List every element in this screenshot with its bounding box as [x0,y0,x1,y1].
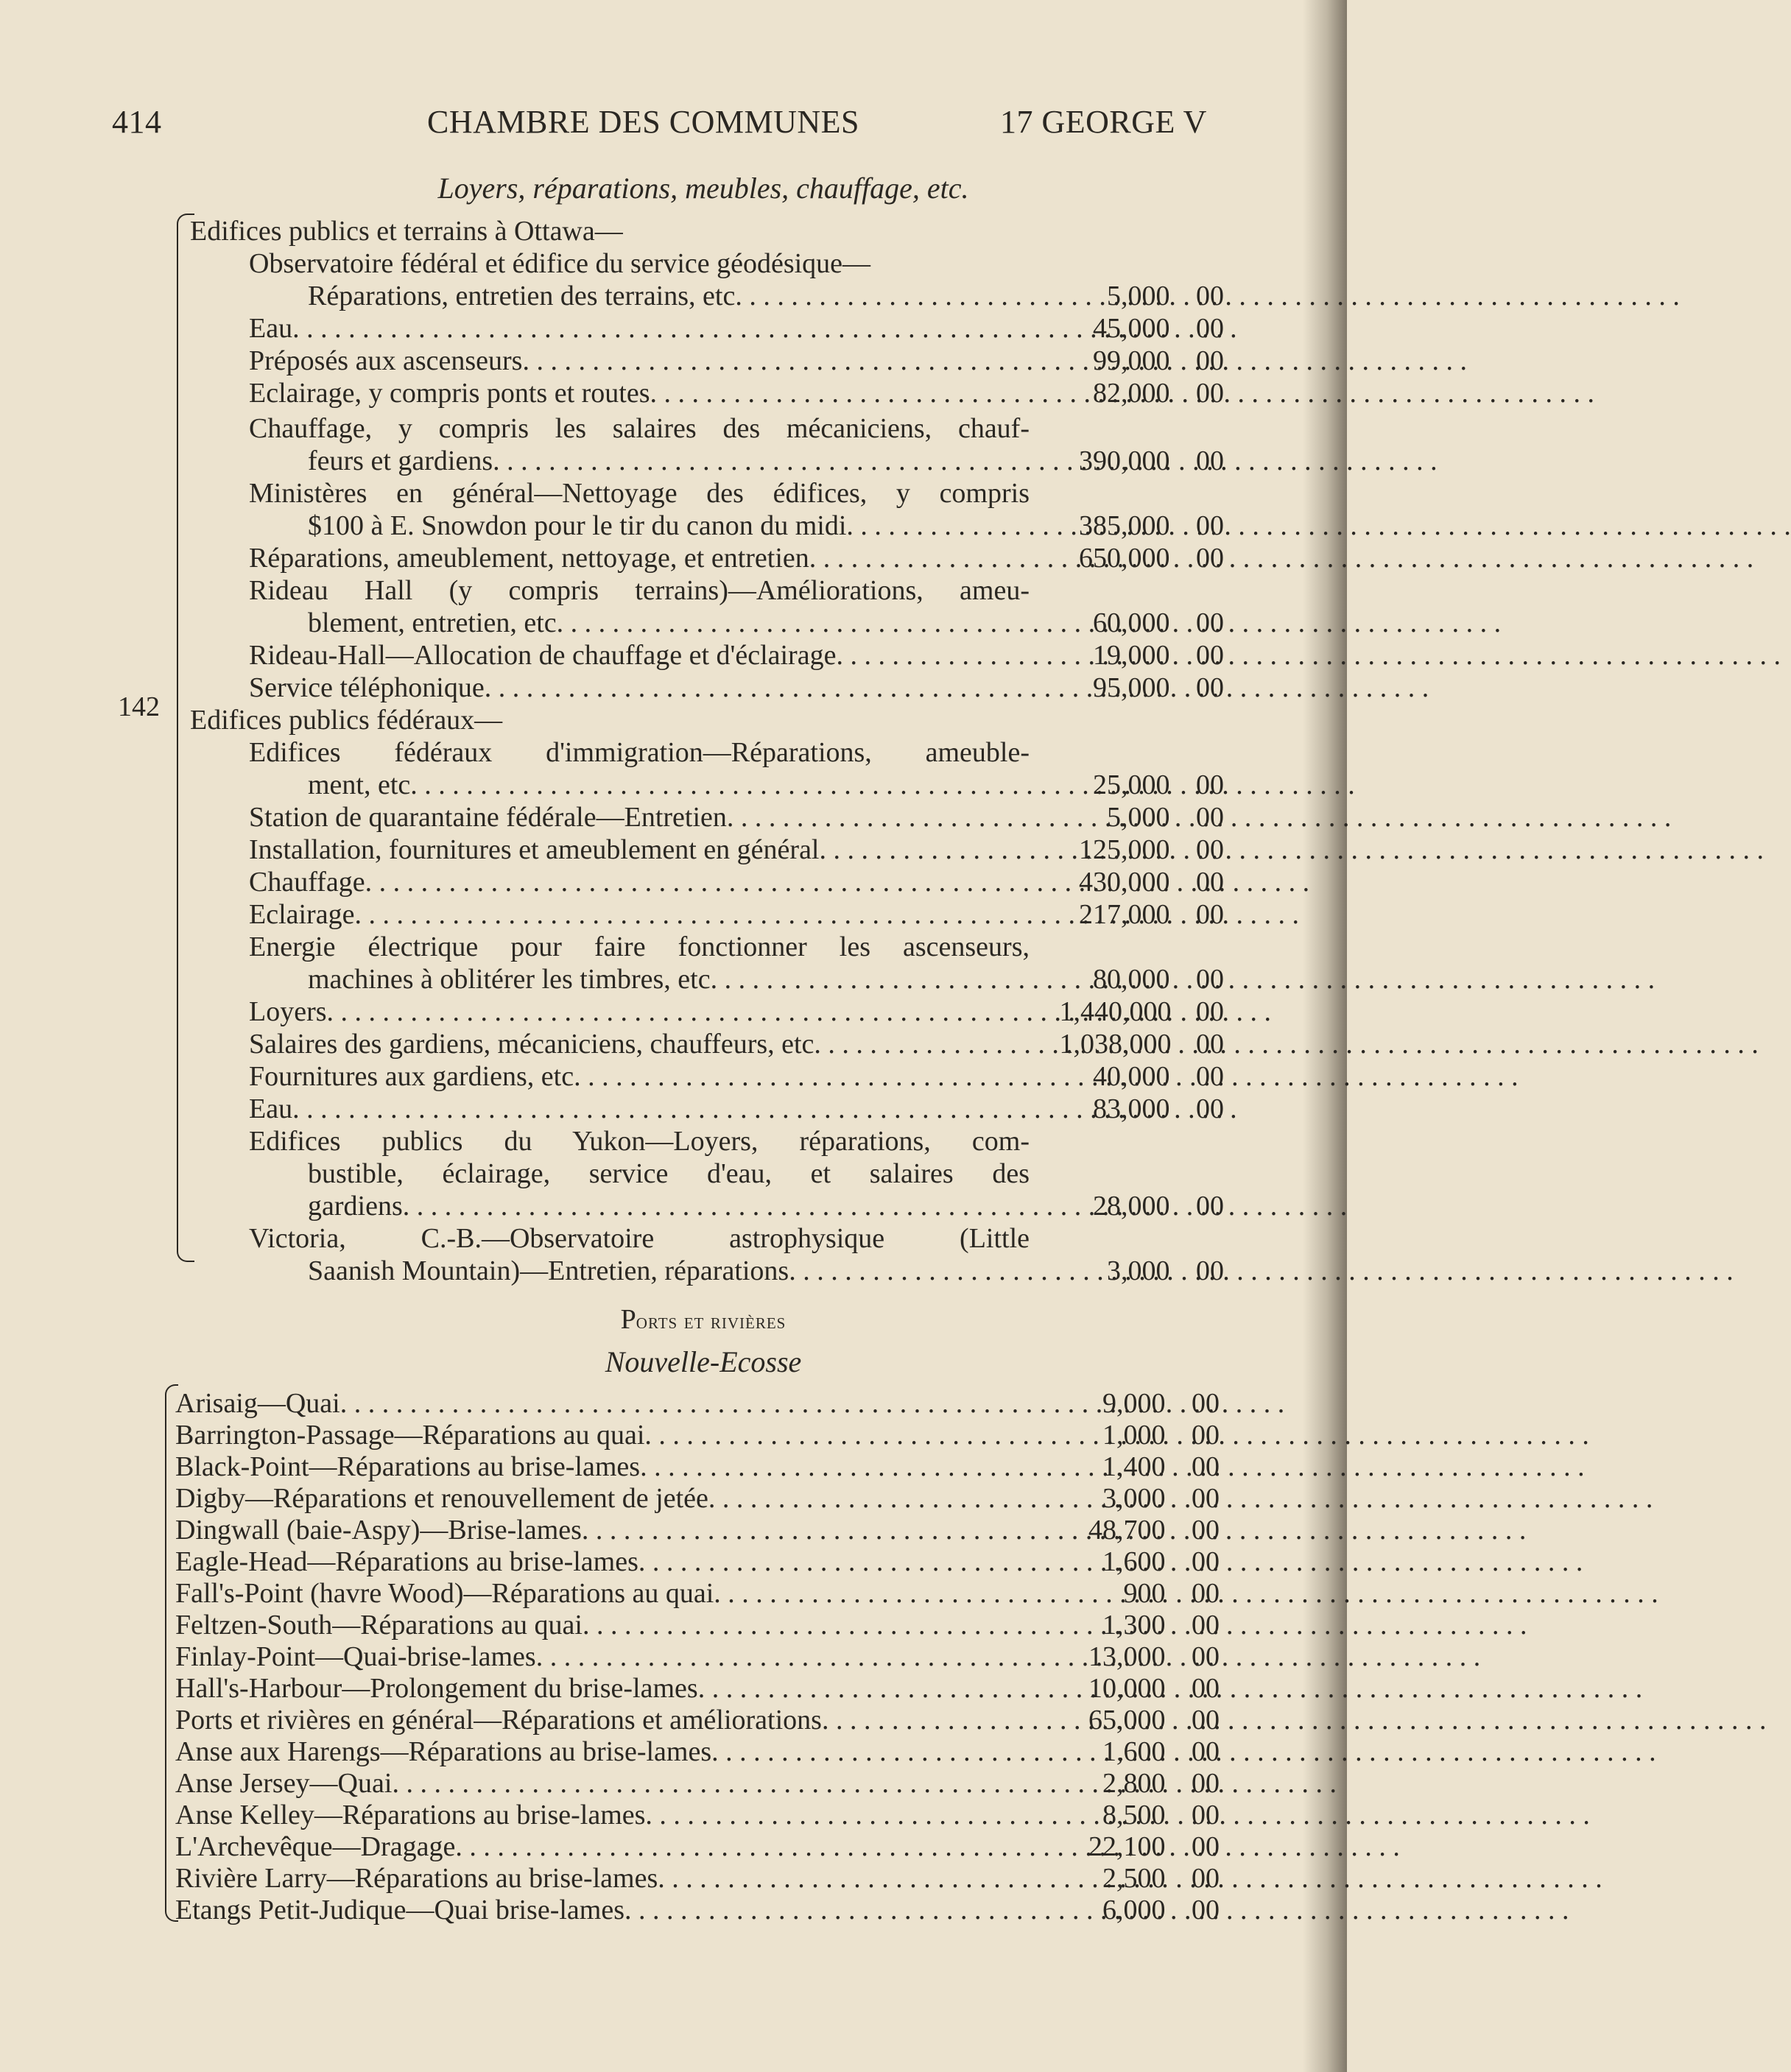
entry-amount: 1,038,000 00 [1059,1029,1224,1060]
entry-amount: 430,000 00 [1079,867,1224,898]
harbour-item [175,1894,1016,1926]
entry-line: Chauffage, y compris les salaires des mécaniciens, chauf- [249,413,1030,444]
entry-amount: 385,000 00 [1079,510,1224,541]
entry-amount: 125,000 00 [1079,834,1224,865]
harbour-item [175,1767,1016,1800]
entry-row: Eclairage, y compris ponts et routes . . . [249,377,1030,409]
harbour-item-amount: 22,100 00 [1088,1831,1220,1862]
harbour-item [175,1514,1016,1546]
entry-amount: 5,000 00 [1107,802,1224,833]
entry-amount: 19,000 00 [1093,640,1224,671]
entry-amount: 99,000 00 [1093,345,1224,376]
entry-row: Eclairage . . . [249,898,1030,931]
entry-row: blement, entretien, etc . . . [308,607,1030,639]
entry-amount: 25,000 00 [1093,769,1224,800]
entry-row: Préposés aux ascenseurs . . . [249,345,1030,377]
harbour-item-label: Fall's-Point (havre Wood)—Réparations au quai [175,1578,714,1609]
harbour-item [175,1704,1016,1736]
entry-row: gardiens . . . [308,1190,1030,1222]
harbour-item-label: Etangs Petit-Judique—Quai brise-lames [175,1895,624,1925]
harbour-item-amount: 900 00 [1123,1578,1220,1609]
harbour-item [175,1830,1016,1863]
entry-row: Eau . . . [249,312,1030,345]
harbour-item-amount: 10,000 00 [1088,1673,1220,1704]
entry-amount: 80,000 00 [1093,964,1224,995]
entry-line: bustible, éclairage, service d'eau, et salaires des [308,1158,1030,1189]
entry-amount: 82,000 00 [1093,378,1224,409]
entry-line: Victoria, C.-B.—Observatoire astrophysique (Little [249,1223,1030,1254]
section2-title: Ports et rivières [620,1304,787,1335]
entry-row: Réparations, entretien des terrains, etc . . . [308,280,1030,312]
harbour-item-label: Arisaig—Quai [175,1388,340,1419]
harbour-item [175,1546,1016,1578]
harbour-item-amount: 3,000 00 [1102,1483,1220,1514]
harbour-item-label: Anse aux Harengs—Réparations au brise-lames [175,1736,712,1767]
entry-amount: 3,000 00 [1107,1255,1224,1286]
entry-amount: 40,000 00 [1093,1061,1224,1092]
entry-row: $100 à E. Snowdon pour le tir du canon du midi . . . [308,510,1030,542]
harbour-item-amount: 48,700 00 [1088,1515,1220,1546]
harbour-item-amount: 2,800 00 [1102,1768,1220,1799]
harbour-item [175,1482,1016,1515]
harbour-item-amount: 1,400 00 [1102,1451,1220,1482]
entry-row: Loyers . . . [249,996,1030,1028]
entry-amount: 83,000 00 [1093,1093,1224,1124]
entry-row: Salaires des gardiens, mécaniciens, chauffeurs, etc . . . [249,1028,1030,1060]
entry-amount: 45,000 00 [1093,313,1224,344]
running-title: CHAMBRE DES COMMUNES [427,104,859,140]
entry-amount: 390,000 00 [1079,445,1224,476]
harbour-item [175,1862,1016,1895]
harbour-item-label: Dingwall (baie-Aspy)—Brise-lames [175,1515,582,1546]
entry-amount: 650,000 00 [1079,543,1224,574]
harbour-item-amount: 8,500 00 [1102,1800,1220,1830]
entry-row: Service téléphonique . . . [249,672,1030,704]
entry-line: Edifices publics fédéraux— [190,705,503,736]
harbour-item-label: Ports et rivières en général—Réparations et améliorations [175,1705,822,1736]
harbour-item-label: Feltzen-South—Réparations au quai [175,1610,583,1641]
entry-row: Eau . . . [249,1093,1030,1125]
entry-row: Station de quarantaine fédérale—Entretien . . . [249,801,1030,834]
harbour-item-amount: 1,600 00 [1102,1736,1220,1767]
harbour-item-amount: 9,000 00 [1102,1388,1220,1419]
entry-line: Ministères en général—Nettoyage des édifices, y compris [249,478,1030,509]
entry-line: Edifices publics du Yukon—Loyers, réparations, com- [249,1126,1030,1157]
section-bracket [177,214,194,1262]
entry-line: Energie électrique pour faire fonctionner les ascenseurs, [249,931,1030,962]
harbour-item-amount: 2,500 00 [1102,1863,1220,1894]
harbour-item-amount: 1,300 00 [1102,1610,1220,1641]
harbour-item-label: Anse Jersey—Quai [175,1768,393,1799]
harbour-item [175,1577,1016,1610]
harbour-item-amount: 6,000 00 [1102,1895,1220,1925]
harbour-item [175,1641,1016,1673]
harbour-item-amount: 1,000 00 [1102,1420,1220,1451]
entry-amount: 28,000 00 [1093,1191,1224,1222]
harbour-item-amount: 1,600 00 [1102,1546,1220,1577]
entry-line: Edifices publics et terrains à Ottawa— [190,216,623,247]
harbour-item [175,1451,1016,1483]
harbour-item [175,1799,1016,1831]
harbour-item [175,1419,1016,1451]
harbour-item-label: Digby—Réparations et renouvellement de jetée [175,1483,708,1514]
harbour-item-label: L'Archevêque—Dragage [175,1831,456,1862]
harbour-item-label: Eagle-Head—Réparations au brise-lames [175,1546,638,1577]
harbour-item-label: Hall's-Harbour—Prolongement du brise-lames [175,1673,698,1704]
section-title: Loyers, réparations, meubles, chauffage, etc. [437,172,969,205]
harbour-item [175,1736,1016,1768]
harbour-item-label: Anse Kelley—Réparations au brise-lames [175,1800,646,1830]
harbour-item-amount: 65,000 00 [1088,1705,1220,1736]
harbour-item-label: Barrington-Passage—Réparations au quai [175,1420,645,1451]
entry-amount: 217,000 00 [1079,899,1224,930]
harbour-item [175,1672,1016,1705]
harbour-item [175,1609,1016,1641]
entry-row: Installation, fournitures et ameublement en général . . . [249,834,1030,866]
entry-row: Fournitures aux gardiens, etc . . . [249,1060,1030,1093]
harbour-item-label: Black-Point—Réparations au brise-lames [175,1451,641,1482]
regnal-year: 17 GEORGE V [1000,104,1207,140]
entry-amount: 5,000 00 [1107,281,1224,311]
page-number: 414 [112,104,162,140]
entry-amount: 60,000 00 [1093,607,1224,638]
entry-row: Saanish Mountain)—Entretien, réparations . . . [308,1255,1030,1287]
vote-number: 142 [118,691,160,722]
entry-row: ment, etc . . . [308,769,1030,801]
section2-subtitle: Nouvelle-Ecosse [605,1345,802,1378]
entry-row: machines à oblitérer les timbres, etc . . . [308,963,1030,996]
entry-amount: 1,440,000 00 [1059,996,1224,1027]
harbour-item-label: Rivière Larry—Réparations au brise-lames [175,1863,658,1894]
entry-line: Observatoire fédéral et édifice du service géodésique— [249,248,871,279]
entry-line: Edifices fédéraux d'immigration—Réparations, ameuble- [249,737,1030,768]
harbour-item-amount: 13,000 00 [1088,1641,1220,1672]
entry-row: feurs et gardiens . . . [308,445,1030,477]
entry-line: Rideau Hall (y compris terrains)—Améliorations, ameu- [249,575,1030,606]
harbour-item-label: Finlay-Point—Quai-brise-lames [175,1641,536,1672]
harbour-item [175,1387,1016,1420]
entry-row: Chauffage . . . [249,866,1030,898]
entry-amount: 95,000 00 [1093,672,1224,703]
entry-row: Réparations, ameublement, nettoyage, et entretien . . . [249,542,1030,574]
entry-row: Rideau-Hall—Allocation de chauffage et d'éclairage . . . [249,639,1030,672]
